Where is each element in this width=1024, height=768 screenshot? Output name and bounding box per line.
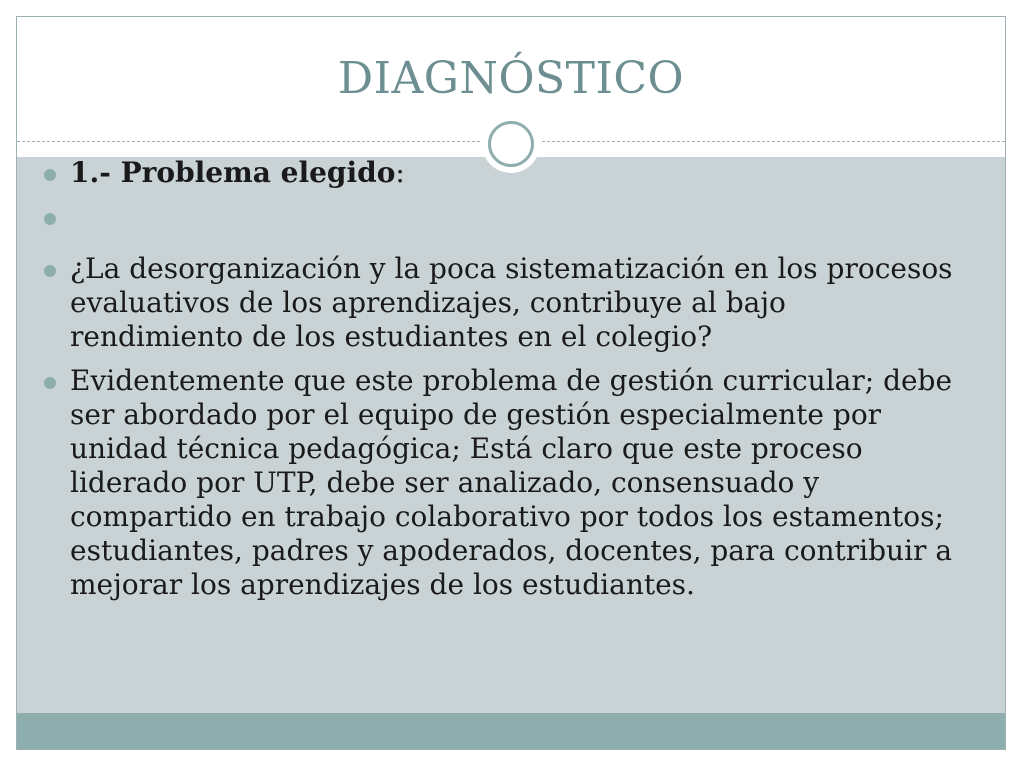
- bullet-item-question: [40, 252, 960, 354]
- problem-label-colon: :: [395, 156, 405, 189]
- bullet-item-empty: [40, 200, 960, 242]
- bullet-item-problem: [40, 156, 960, 190]
- question-text: ¿La desorganización y la poca sistematización en los procesos evaluativos de los aprendizajes, contribuye al bajo rendimiento de los estudiantes en el colegio?: [70, 252, 953, 353]
- bullet-icon: [44, 377, 56, 389]
- footer-bar: [17, 713, 1005, 749]
- bullet-icon: [44, 169, 56, 181]
- bullet-item-explanation: [40, 364, 960, 602]
- bullet-icon: [44, 213, 56, 225]
- problem-label: 1.- Problema elegido: [70, 156, 396, 189]
- bullet-icon: [44, 265, 56, 277]
- slide-title: DIAGNÓSTICO: [337, 53, 685, 104]
- explanation-text: Evidentemente que este problema de gestión curricular; debe ser abordado por el equipo de gestión especialmente por unidad técnica pedagógica; Está claro que este proceso liderado por UTP, debe ser analizado, consensuado y compartido en trabajo colaborativo por todos los estamentos; estudiantes, padres y apoderados, docentes, para contribuir a mejorar los aprendizajes de los estudiantes.: [70, 364, 953, 601]
- bullet-list: [40, 156, 960, 612]
